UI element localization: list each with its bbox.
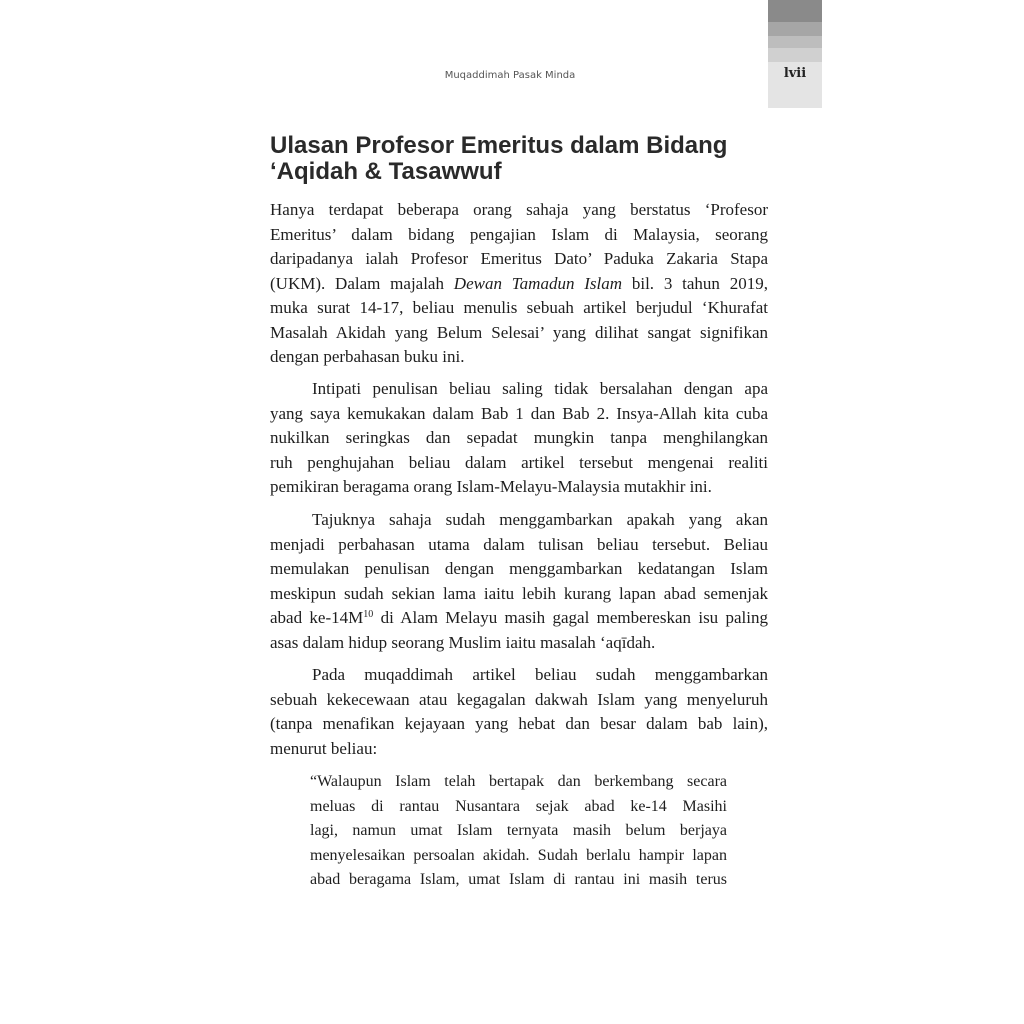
- quote-line: meluas di rantau Nusantara sejak abad ke-14 Masihi: [310, 797, 727, 815]
- text-line: menjadi perbahasan utama dalam tulisan beliau tersebut. Beliau: [270, 534, 768, 554]
- text-line: [270, 606, 768, 631]
- text-line: Emeritus’ dalam bidang pengajian Islam di Malaysia, seorang: [270, 224, 768, 244]
- quote-line: menyelesaikan persoalan akidah. Sudah berlalu hampir lapan: [310, 846, 727, 864]
- text-line: muka surat 14-17, beliau menulis sebuah artikel berjudul ‘Khurafat: [270, 298, 768, 317]
- paragraph-3: [270, 508, 768, 655]
- text-line: Masalah Akidah yang Belum Selesai’ yang dilihat sangat signifikan: [270, 322, 768, 342]
- text-line: daripadanya ialah Profesor Emeritus Dato’ Paduka Zakaria Stapa: [270, 249, 768, 268]
- block-quote: [310, 770, 727, 893]
- text-line: Pada muqaddimah artikel beliau sudah menggambarkan: [312, 665, 768, 684]
- text-line: yang saya kemukakan dalam Bab 1 dan Bab 2. Insya-Allah kita cuba: [270, 403, 768, 423]
- text-run: abad ke-14M: [270, 608, 364, 627]
- thumb-tab-band: [768, 48, 822, 62]
- text-line: pemikiran beragama orang Islam-Melayu-Malaysia mutakhir ini.: [270, 477, 712, 496]
- text-line: asas dalam hidup seorang Muslim iaitu masalah ‘aqīdah.: [270, 632, 656, 652]
- thumb-tab-band: [768, 36, 822, 48]
- text-line: menurut beliau:: [270, 738, 378, 758]
- quote-line: lagi, namun umat Islam ternyata masih belum berjaya: [310, 822, 727, 840]
- section-heading-line: ‘Aqidah & Tasawwuf: [270, 158, 502, 185]
- paragraph-2: [270, 377, 768, 500]
- thumb-tab-band: [768, 22, 822, 36]
- page-number: lvii: [783, 66, 807, 81]
- text-line: memulakan penulisan dengan menggambarkan kedatangan Islam: [270, 559, 768, 578]
- text-line: dengan perbahasan buku ini.: [270, 347, 465, 366]
- text-line: Hanya terdapat beberapa orang sahaja yang berstatus ‘Profesor: [270, 200, 768, 219]
- paragraph-1: [270, 198, 768, 370]
- text-line: [270, 272, 768, 297]
- text-run: (UKM). Dalam majalah: [270, 273, 454, 293]
- paragraph-4: [270, 663, 768, 761]
- text-line: ruh penghujahan beliau dalam artikel tersebut mengenai realiti: [270, 452, 768, 472]
- section-heading-line: Ulasan Profesor Emeritus dalam Bidang: [270, 132, 728, 159]
- text-line: nukilkan seringkas dan sepadat mungkin tanpa menghilangkan: [270, 428, 768, 447]
- magazine-title: Dewan Tamadun Islam: [453, 273, 623, 293]
- text-line: (tanpa menafikan kejayaan yang hebat dan besar dalam bab lain),: [270, 714, 768, 733]
- running-header: Muqaddimah Pasak Minda: [444, 70, 576, 81]
- section-heading: [270, 133, 770, 185]
- text-run: bil. 3 tahun 2019,: [622, 273, 768, 293]
- page-thumb-tab: [768, 0, 822, 108]
- footnote-marker: 10: [363, 609, 374, 620]
- text-line: Tajuknya sahaja sudah menggambarkan apakah yang akan: [312, 510, 768, 529]
- thumb-tab-band: [768, 0, 822, 22]
- text-line: Intipati penulisan beliau saling tidak bersalahan dengan apa: [312, 379, 768, 398]
- text-run: di Alam Melayu masih gagal membereskan isu paling: [373, 608, 769, 627]
- quote-line: “Walaupun Islam telah bertapak dan berkembang secara: [310, 773, 727, 790]
- quote-line: abad beragama Islam, umat Islam di rantau ini masih terus: [310, 871, 727, 889]
- text-line: sebuah kekecewaan atau kegagalan dakwah Islam yang menyeluruh: [270, 689, 768, 709]
- text-line: meskipun sudah sekian lama iaitu lebih kurang lapan abad semenjak: [270, 583, 768, 603]
